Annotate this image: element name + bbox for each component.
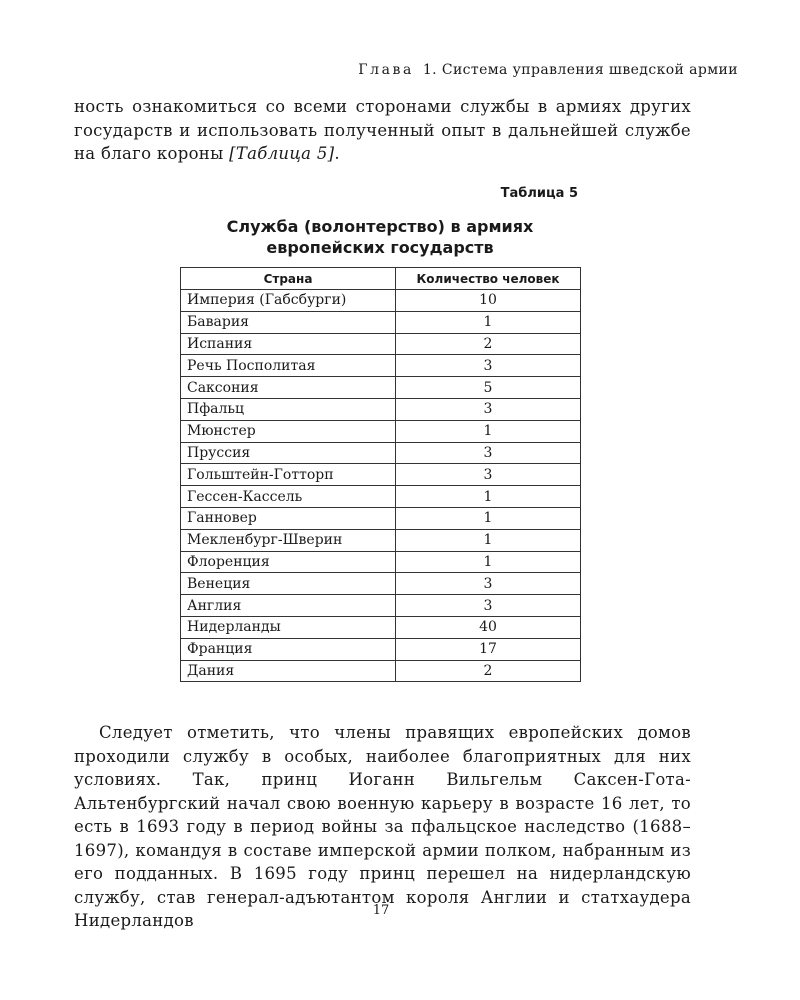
table-row [181, 442, 581, 464]
table-row [181, 595, 581, 617]
chapter-number: 1. [422, 62, 437, 78]
count-cell: 1 [396, 507, 581, 529]
table-row [181, 290, 581, 312]
chapter-title: Система управления шведской армии [441, 62, 738, 78]
country-cell: Мюнстер [181, 420, 396, 442]
country-cell: Пруссия [181, 442, 396, 464]
count-cell: 1 [396, 551, 581, 573]
count-cell: 10 [396, 290, 581, 312]
country-cell: Империя (Габсбурги) [181, 290, 396, 312]
table-row [181, 398, 581, 420]
header-count: Количество человек [396, 268, 581, 290]
country-cell: Испания [181, 333, 396, 355]
country-cell: Флоренция [181, 551, 396, 573]
country-cell: Бавария [181, 311, 396, 333]
count-cell: 3 [396, 355, 581, 377]
count-cell: 1 [396, 311, 581, 333]
table-row [181, 507, 581, 529]
country-cell: Пфальц [181, 398, 396, 420]
paragraph-top [74, 95, 691, 166]
table-row [181, 638, 581, 660]
count-cell: 1 [396, 420, 581, 442]
count-cell: 3 [396, 442, 581, 464]
paragraph-top-end: . [334, 144, 340, 163]
country-cell: Саксония [181, 377, 396, 399]
table-row [181, 573, 581, 595]
country-cell: Франция [181, 638, 396, 660]
country-cell: Англия [181, 595, 396, 617]
table-row [181, 486, 581, 508]
table-row [181, 355, 581, 377]
table-body [181, 290, 581, 682]
table-row [181, 333, 581, 355]
table-label: Таблица 5 [500, 186, 578, 201]
count-cell: 3 [396, 464, 581, 486]
country-cell: Гольштейн-Готторп [181, 464, 396, 486]
table-row [181, 464, 581, 486]
table-row [181, 529, 581, 551]
table-title-line1: Служба (волонтерство) в армиях [226, 217, 534, 236]
country-cell: Дания [181, 660, 396, 682]
running-head [358, 62, 738, 78]
count-cell: 17 [396, 638, 581, 660]
volunteer-service-table [180, 267, 581, 682]
count-cell: 1 [396, 486, 581, 508]
count-cell: 2 [396, 333, 581, 355]
table-title-line2: европейских государств [266, 238, 494, 257]
table-row [181, 616, 581, 638]
header-country: Страна [181, 268, 396, 290]
chapter-label: Глава [358, 62, 414, 78]
page-number: 17 [372, 903, 390, 918]
table-row [181, 420, 581, 442]
count-cell: 2 [396, 660, 581, 682]
country-cell: Речь Посполитая [181, 355, 396, 377]
table-row [181, 660, 581, 682]
table-header-row [181, 268, 581, 290]
country-cell: Гессен-Кассель [181, 486, 396, 508]
country-cell: Венеция [181, 573, 396, 595]
table-row [181, 551, 581, 573]
table-title [180, 216, 580, 258]
paragraph-bottom: Следует отметить, что члены правящих европейских домов проходили службу в особых, наиболее благоприятных для них условиях. Так, принц Иоганн Вильгельм Саксен-Гота-Альтенбургский начал свою военную карьеру в возрасте 16 лет, то есть в 1693 году в период войны за пфальцское наследство (1688–1697), командуя в составе имперской армии полком, набранным из его подданных. В 1695 году принц перешел на нидерландскую службу, став генерал-адъютантом короля Англии и статхаудера Нидерландов [74, 723, 691, 930]
country-cell: Нидерланды [181, 616, 396, 638]
count-cell: 40 [396, 616, 581, 638]
count-cell: 3 [396, 398, 581, 420]
count-cell: 5 [396, 377, 581, 399]
table-row [181, 377, 581, 399]
paragraph-top-text: ность ознакомиться со всеми сторонами службы в армиях других государств и использовать полученный опыт в дальнейшей службе на благо короны [74, 97, 691, 163]
count-cell: 3 [396, 573, 581, 595]
table-row [181, 311, 581, 333]
count-cell: 1 [396, 529, 581, 551]
count-cell: 3 [396, 595, 581, 617]
table-citation: [Таблица 5] [229, 144, 335, 163]
country-cell: Ганновер [181, 507, 396, 529]
country-cell: Мекленбург-Шверин [181, 529, 396, 551]
